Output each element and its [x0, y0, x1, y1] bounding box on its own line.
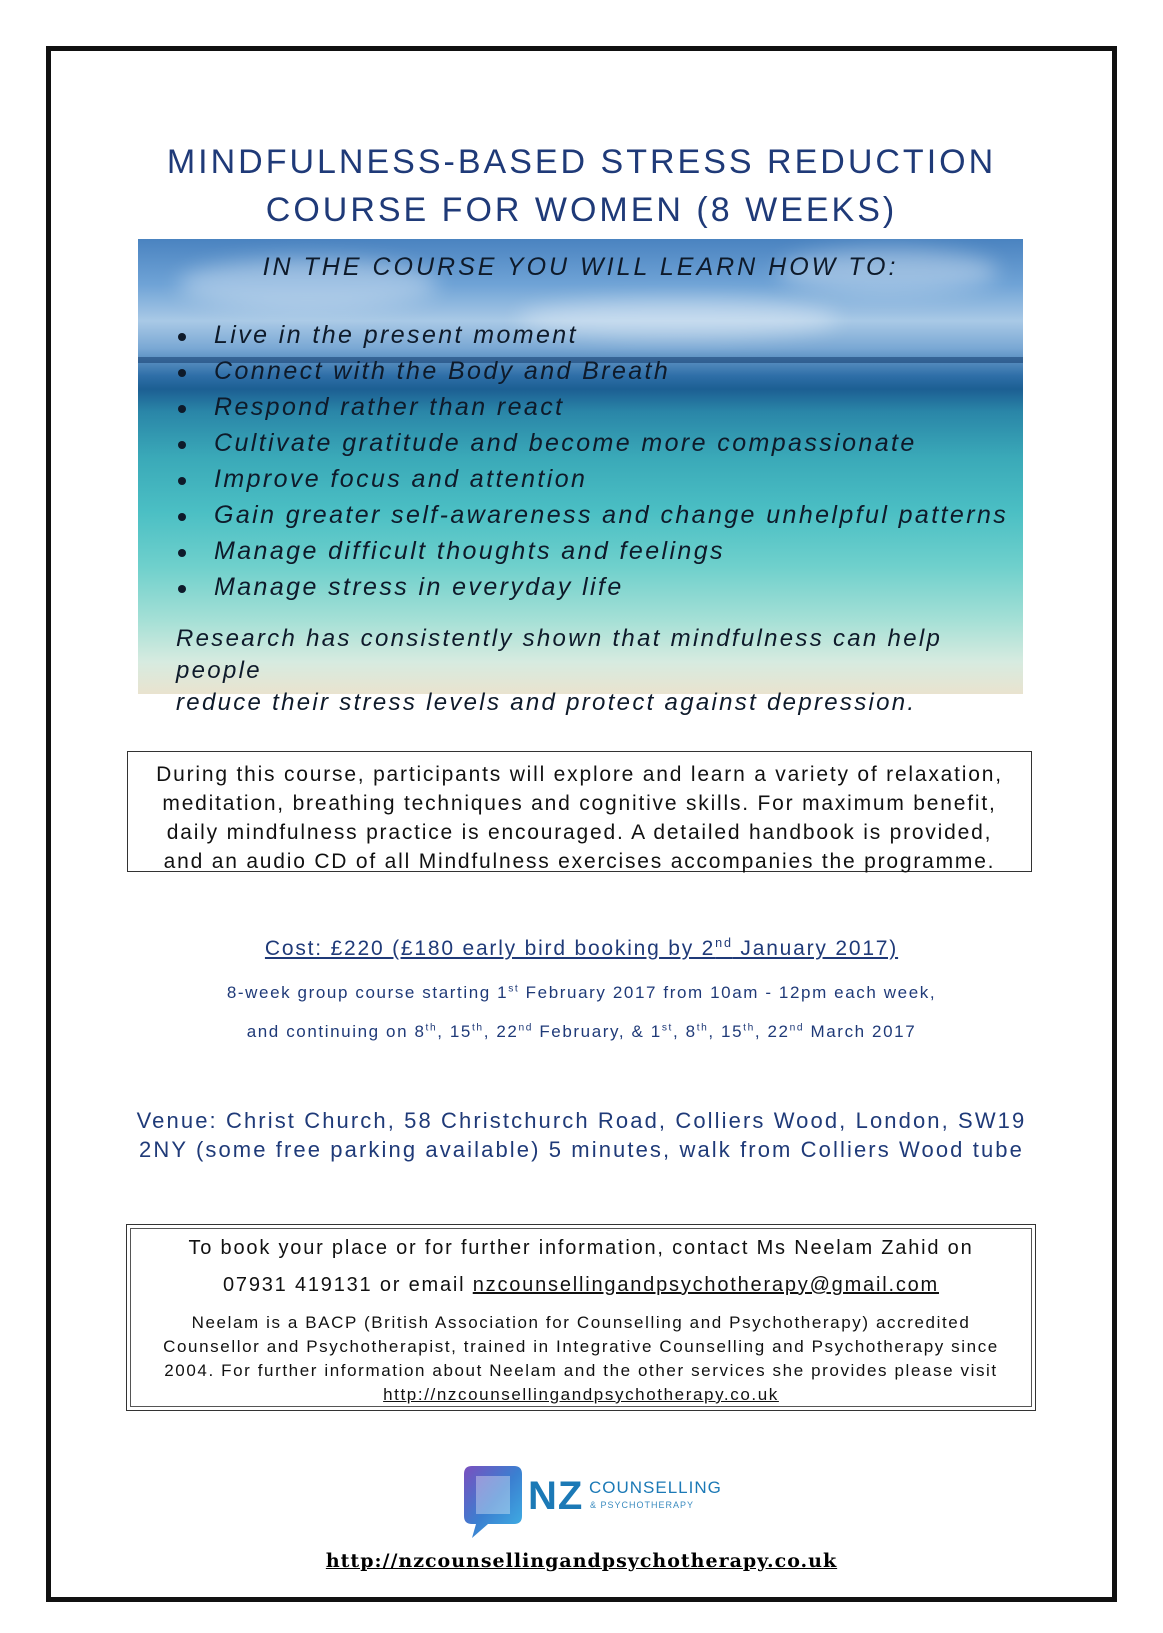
page-title-line1: MINDFULNESS-BASED STRESS REDUCTION — [166, 143, 997, 181]
website-link[interactable]: http://nzcounsellingandpsychotherapy.co.uk — [383, 1385, 779, 1404]
bullet-icon — [178, 333, 186, 341]
contact-phone-email: 07931 419131 or email nzcounsellingandpsychotherapy@gmail.com — [222, 1274, 940, 1296]
logo-counselling: COUNSELLING — [589, 1478, 722, 1497]
contact-box — [126, 1224, 1036, 1411]
schedule-line2: and continuing on 8th, 15th, 22nd February, & 1st, 8th, 15th, 22nd March 2017 — [246, 1022, 917, 1041]
course-description-box — [127, 751, 1032, 872]
list-item: Gain greater self-awareness and change unhelpful patterns — [178, 497, 1008, 533]
list-item: Improve focus and attention — [178, 461, 1008, 497]
list-item: Manage difficult thoughts and feelings — [178, 533, 1008, 569]
learn-list — [178, 317, 1008, 605]
bullet-icon — [178, 405, 186, 413]
cost-line: Cost: £220 (£180 early bird booking by 2nd January 2017) — [264, 936, 899, 960]
bullet-icon — [178, 477, 186, 485]
bullet-icon — [178, 585, 186, 593]
page-title-line2: COURSE FOR WOMEN (8 WEEKS) — [265, 191, 898, 229]
contact-intro: To book your place or for further information, contact Ms Neelam Zahid on — [188, 1237, 974, 1259]
counsellor-bio: Neelam is a BACP (British Association for Counselling and Psychotherapy) accredited Counsellor and Psychotherapist, trained in Integrative Counselling and Psychotherapy since 2004. For further information about Neelam and the other services she provides please visit http://nzcounsellingandpsychotherapy.co.uk — [127, 1311, 1035, 1407]
learn-heading: IN THE COURSE YOU WILL LEARN HOW TO: — [262, 253, 899, 281]
email-link[interactable]: nzcounsellingandpsychotherapy@gmail.com — [472, 1274, 940, 1296]
research-note: Research has consistently shown that mindfulness can help people reduce their stress levels and protect against depression. — [176, 625, 943, 716]
speech-bubble-icon — [462, 1460, 524, 1540]
course-description: During this course, participants will explore and learn a variety of relaxation, meditation, breathing techniques and cognitive skills. For maximum benefit, daily mindfulness practice is encouraged. A detailed handbook is provided, and an audio CD of all Mindfulness exercises accompanies the programme. — [156, 763, 1003, 873]
bullet-icon — [178, 441, 186, 449]
schedule-line1: 8-week group course starting 1st February 2017 from 10am - 12pm each week, — [226, 983, 937, 1002]
logo-nz: NZ — [528, 1474, 584, 1518]
bullet-icon — [178, 513, 186, 521]
venue-info: Venue: Christ Church, 58 Christchurch Road, Colliers Wood, London, SW19 2NY (some free parking available) 5 minutes, walk from Colliers Wood tube — [136, 1108, 1027, 1162]
list-item: Connect with the Body and Breath — [178, 353, 1008, 389]
bullet-icon — [178, 549, 186, 557]
bullet-icon — [178, 369, 186, 377]
logo-psychotherapy: & PSYCHOTHERAPY — [590, 1500, 695, 1510]
list-item: Live in the present moment — [178, 317, 1008, 353]
nz-logo — [462, 1460, 722, 1542]
list-item: Manage stress in everyday life — [178, 569, 1008, 605]
footer-website-link[interactable]: http://nzcounsellingandpsychotherapy.co.uk — [325, 1550, 838, 1572]
beach-banner — [138, 239, 1023, 716]
list-item: Cultivate gratitude and become more compassionate — [178, 425, 1008, 461]
list-item: Respond rather than react — [178, 389, 1008, 425]
